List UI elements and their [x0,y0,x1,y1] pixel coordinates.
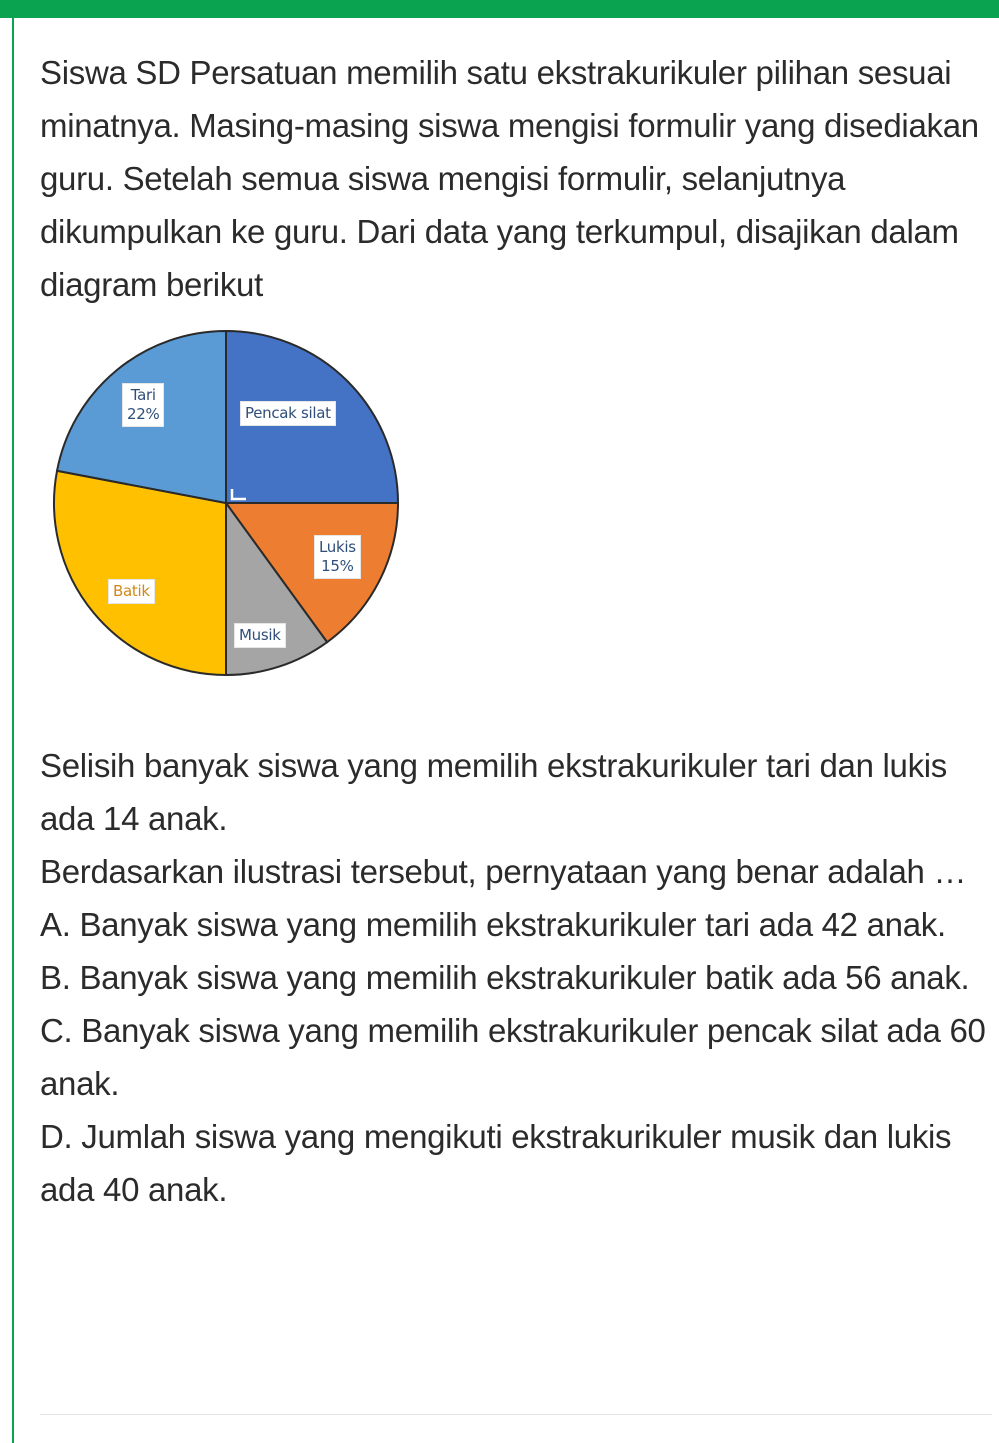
label-pencak-silat [240,401,336,426]
top-accent-bar [0,0,999,18]
label-batik-name: Batik [113,582,150,600]
label-pencak-silat-name: Pencak silat [245,404,331,422]
pie-slice-batik [54,471,226,675]
question-prompt: Berdasarkan ilustrasi tersebut, pernyataan yang benar adalah … [40,853,967,890]
option-a[interactable]: A. Banyak siswa yang memilih ekstrakurikuler tari ada 42 anak. [40,906,946,943]
label-tari-value: 22% [127,405,160,423]
question-statement: Selisih banyak siswa yang memilih ekstrakurikuler tari dan lukis ada 14 anak. [40,747,948,837]
option-b[interactable]: B. Banyak siswa yang memilih ekstrakurikuler batik ada 56 anak. [40,959,970,996]
label-batik [108,579,155,604]
label-lukis [314,535,361,579]
left-accent-rule [12,18,14,1443]
label-lukis-value: 15% [321,557,354,575]
label-musik-name: Musik [239,626,281,644]
label-tari [122,383,164,427]
label-tari-name: Tari [130,386,156,404]
bottom-divider [40,1414,992,1415]
intro-text: Siswa SD Persatuan memilih satu ekstrakurikuler pilihan sesuai minatnya. Masing-masing siswa mengisi formulir yang disediakan guru. Setelah semua siswa mengisi formulir, selanjutnya dikumpulkan ke guru. Dari data yang terkumpul, disajikan dalam diagram berikut [40,54,979,303]
option-d[interactable]: D. Jumlah siswa yang mengikuti ekstrakurikuler musik dan lukis ada 40 anak. [40,1118,952,1208]
label-lukis-name: Lukis [319,538,356,556]
label-musik [234,623,286,648]
question-card [40,46,990,1216]
pie-chart-svg [46,323,406,683]
pie-chart [46,323,406,683]
option-c[interactable]: C. Banyak siswa yang memilih ekstrakurikuler pencak silat ada 60 anak. [40,1012,986,1102]
